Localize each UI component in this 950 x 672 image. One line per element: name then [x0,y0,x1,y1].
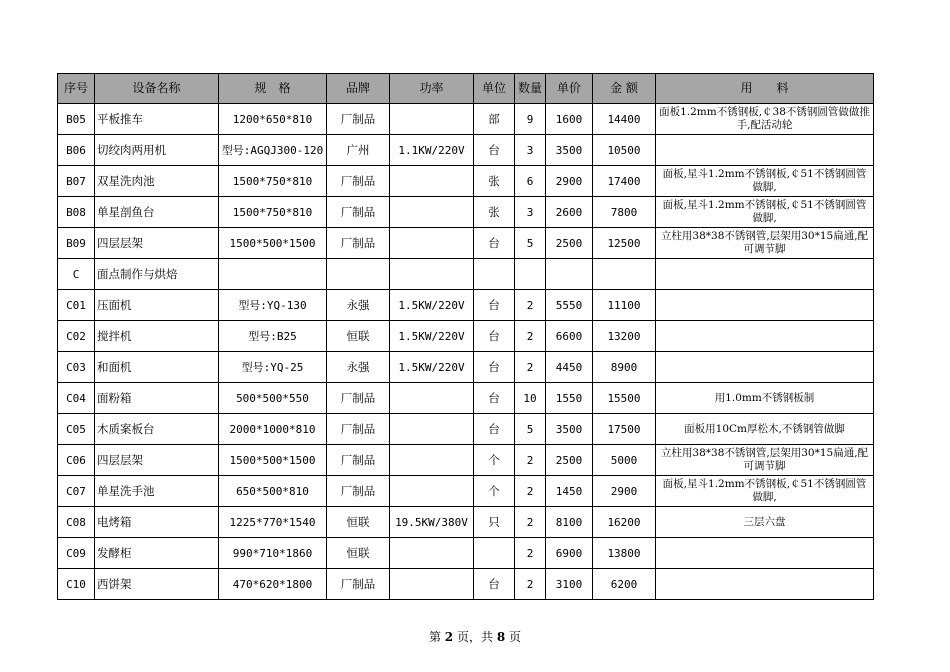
cell-material [656,321,874,352]
cell-qty: 2 [515,290,546,321]
cell-spec: 1500*750*810 [219,197,327,228]
table-row [58,197,874,228]
footer-page-number: 2 [444,630,454,644]
cell-unit: 台 [474,135,515,166]
cell-price: 6600 [546,321,593,352]
cell-material: 立柱用38*38不锈钢管,层架用30*15扁通,配可调节脚 [656,445,874,476]
cell-seq: C07 [58,476,95,507]
footer-suffix: 页 [509,630,522,644]
cell-material: 面板,星斗1.2mm不锈钢板,￠51不锈钢圆管做脚, [656,476,874,507]
cell-spec: 2000*1000*810 [219,414,327,445]
cell-amount: 2900 [593,476,656,507]
table-row [58,445,874,476]
cell-material: 三层六盘 [656,507,874,538]
table-row [58,414,874,445]
cell-amount: 12500 [593,228,656,259]
cell-amount: 16200 [593,507,656,538]
page-footer [0,628,950,645]
cell-power: 1.5KW/220V [390,290,474,321]
cell-spec: 650*500*810 [219,476,327,507]
cell-name: 面粉箱 [95,383,219,414]
cell-seq: B08 [58,197,95,228]
header-unit: 单位 [474,74,515,104]
cell-material [656,135,874,166]
table-row [58,104,874,135]
cell-unit: 台 [474,352,515,383]
cell-material [656,259,874,290]
cell-name: 双星洗肉池 [95,166,219,197]
cell-unit: 台 [474,321,515,352]
cell-qty: 5 [515,228,546,259]
footer-prefix: 第 [428,630,441,644]
cell-name: 面点制作与烘焙 [95,259,219,290]
cell-qty: 3 [515,197,546,228]
cell-amount: 5000 [593,445,656,476]
cell-qty: 9 [515,104,546,135]
cell-power [390,445,474,476]
cell-power [390,569,474,600]
cell-qty: 2 [515,538,546,569]
table-row [58,259,874,290]
cell-seq: C02 [58,321,95,352]
cell-seq: C06 [58,445,95,476]
cell-price: 2500 [546,228,593,259]
cell-price: 2600 [546,197,593,228]
cell-power: 1.1KW/220V [390,135,474,166]
cell-seq: C08 [58,507,95,538]
cell-price: 3500 [546,135,593,166]
table-body [58,104,874,600]
cell-unit [474,538,515,569]
cell-qty: 6 [515,166,546,197]
cell-material: 面板1.2mm不锈钢板,￠38不锈钢圆管做做推手,配活动轮 [656,104,874,135]
table-row [58,135,874,166]
cell-name: 电烤箱 [95,507,219,538]
cell-amount [593,259,656,290]
cell-price: 6900 [546,538,593,569]
cell-brand: 厂制品 [327,445,390,476]
table-row [58,228,874,259]
cell-price: 8100 [546,507,593,538]
header-row [58,74,874,104]
table-row [58,290,874,321]
cell-seq: B07 [58,166,95,197]
cell-power [390,476,474,507]
cell-qty: 10 [515,383,546,414]
cell-power [390,166,474,197]
table-row [58,507,874,538]
cell-unit: 张 [474,166,515,197]
cell-amount: 6200 [593,569,656,600]
cell-spec: 型号:YQ-130 [219,290,327,321]
cell-amount: 15500 [593,383,656,414]
cell-qty: 2 [515,476,546,507]
cell-brand: 厂制品 [327,569,390,600]
cell-brand: 厂制品 [327,104,390,135]
cell-spec: 1500*750*810 [219,166,327,197]
cell-power: 19.5KW/380V [390,507,474,538]
cell-name: 切绞肉两用机 [95,135,219,166]
cell-name: 压面机 [95,290,219,321]
cell-spec: 1225*770*1540 [219,507,327,538]
cell-brand: 厂制品 [327,197,390,228]
cell-qty [515,259,546,290]
cell-qty: 2 [515,507,546,538]
equipment-table [57,73,874,600]
header-price: 单价 [546,74,593,104]
cell-material: 面板用10Cm厚松木,不锈钢管做脚 [656,414,874,445]
cell-spec: 470*620*1800 [219,569,327,600]
cell-spec: 型号:AGQJ300-120 [219,135,327,166]
cell-brand: 永强 [327,352,390,383]
header-name: 设备名称 [95,74,219,104]
cell-seq: B06 [58,135,95,166]
cell-amount: 11100 [593,290,656,321]
cell-unit: 台 [474,228,515,259]
cell-power [390,414,474,445]
cell-price: 3100 [546,569,593,600]
cell-name: 四层层架 [95,445,219,476]
cell-amount: 13200 [593,321,656,352]
cell-power [390,259,474,290]
cell-seq: C10 [58,569,95,600]
cell-qty: 2 [515,569,546,600]
table-row [58,538,874,569]
cell-unit: 部 [474,104,515,135]
table-row [58,383,874,414]
cell-price: 2500 [546,445,593,476]
cell-brand: 厂制品 [327,166,390,197]
cell-qty: 3 [515,135,546,166]
cell-brand [327,259,390,290]
header-brand: 品牌 [327,74,390,104]
footer-total-pages: 8 [496,630,506,644]
cell-brand: 恒联 [327,507,390,538]
cell-brand: 厂制品 [327,476,390,507]
cell-seq: B09 [58,228,95,259]
footer-middle: 页，共 [456,630,493,644]
cell-name: 木质案板台 [95,414,219,445]
cell-seq: C01 [58,290,95,321]
cell-name: 和面机 [95,352,219,383]
cell-unit: 张 [474,197,515,228]
cell-name: 平板推车 [95,104,219,135]
cell-material: 立柱用38*38不锈钢管,层架用30*15扁通,配可调节脚 [656,228,874,259]
cell-seq: B05 [58,104,95,135]
cell-qty: 2 [515,445,546,476]
table-row [58,352,874,383]
cell-material [656,569,874,600]
cell-qty: 2 [515,321,546,352]
cell-spec: 500*500*550 [219,383,327,414]
cell-unit: 只 [474,507,515,538]
cell-brand: 厂制品 [327,383,390,414]
table-row [58,321,874,352]
header-spec: 规 格 [219,74,327,104]
cell-price: 1600 [546,104,593,135]
cell-spec [219,259,327,290]
cell-material: 用1.0mm不锈钢板制 [656,383,874,414]
cell-unit: 台 [474,569,515,600]
header-power: 功率 [390,74,474,104]
cell-unit: 个 [474,445,515,476]
cell-seq: C03 [58,352,95,383]
cell-amount: 10500 [593,135,656,166]
cell-amount: 17400 [593,166,656,197]
cell-name: 发酵柜 [95,538,219,569]
cell-spec: 型号:YQ-25 [219,352,327,383]
cell-brand: 厂制品 [327,228,390,259]
cell-spec: 1500*500*1500 [219,445,327,476]
cell-name: 西饼架 [95,569,219,600]
cell-amount: 14400 [593,104,656,135]
cell-price [546,259,593,290]
cell-seq: C05 [58,414,95,445]
cell-name: 单星洗手池 [95,476,219,507]
cell-spec: 1500*500*1500 [219,228,327,259]
header-qty: 数量 [515,74,546,104]
cell-power [390,104,474,135]
header-material: 用 料 [656,74,874,104]
header-amount: 金 额 [593,74,656,104]
cell-brand: 恒联 [327,538,390,569]
cell-price: 4450 [546,352,593,383]
cell-seq: C04 [58,383,95,414]
cell-price: 3500 [546,414,593,445]
header-seq: 序号 [58,74,95,104]
cell-material: 面板,星斗1.2mm不锈钢板,￠51不锈钢圆管做脚, [656,166,874,197]
cell-brand: 厂制品 [327,414,390,445]
cell-price: 2900 [546,166,593,197]
cell-amount: 13800 [593,538,656,569]
cell-brand: 广州 [327,135,390,166]
cell-unit [474,259,515,290]
cell-price: 1550 [546,383,593,414]
cell-unit: 台 [474,290,515,321]
cell-unit: 个 [474,476,515,507]
cell-seq: C [58,259,95,290]
cell-material [656,352,874,383]
cell-amount: 17500 [593,414,656,445]
cell-amount: 7800 [593,197,656,228]
cell-name: 单星剖鱼台 [95,197,219,228]
cell-power [390,228,474,259]
cell-spec: 型号:B25 [219,321,327,352]
table-row [58,476,874,507]
cell-spec: 990*710*1860 [219,538,327,569]
cell-brand: 恒联 [327,321,390,352]
cell-material [656,290,874,321]
cell-brand: 永强 [327,290,390,321]
cell-amount: 8900 [593,352,656,383]
cell-power: 1.5KW/220V [390,352,474,383]
cell-unit: 台 [474,414,515,445]
cell-price: 1450 [546,476,593,507]
cell-power [390,538,474,569]
cell-spec: 1200*650*810 [219,104,327,135]
table-row [58,166,874,197]
cell-price: 5550 [546,290,593,321]
cell-name: 搅拌机 [95,321,219,352]
cell-qty: 2 [515,352,546,383]
cell-material [656,538,874,569]
cell-power: 1.5KW/220V [390,321,474,352]
cell-unit: 台 [474,383,515,414]
cell-seq: C09 [58,538,95,569]
cell-power [390,197,474,228]
cell-material: 面板,星斗1.2mm不锈钢板,￠51不锈钢圆管做脚, [656,197,874,228]
cell-qty: 5 [515,414,546,445]
cell-power [390,383,474,414]
table-row [58,569,874,600]
cell-name: 四层层架 [95,228,219,259]
